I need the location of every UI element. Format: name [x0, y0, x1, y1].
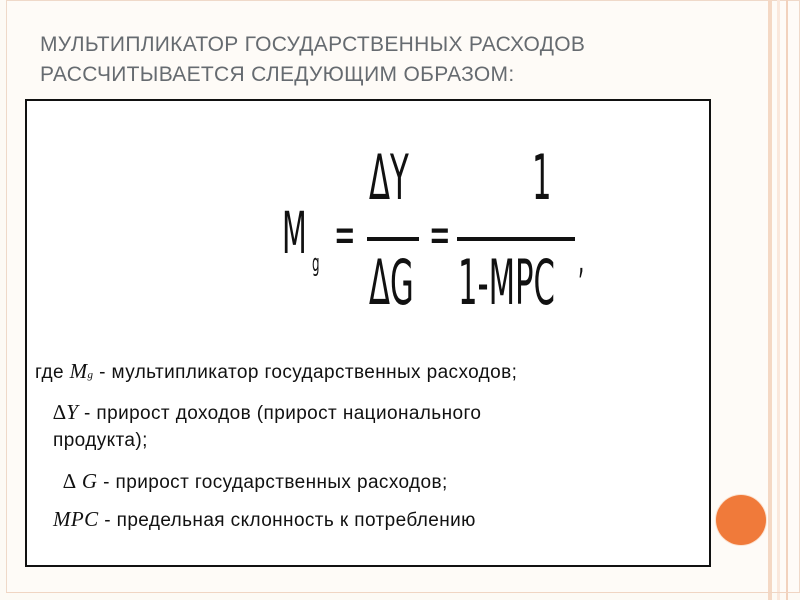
definition-mpc-symbol: MPC: [53, 507, 99, 531]
definition-mg-prefix: где: [35, 362, 64, 383]
definition-dy-text: - прирост доходов (прирост национального: [84, 403, 482, 424]
definition-dy-continuation: продукта);: [53, 430, 148, 451]
fraction-bar-2: [457, 237, 575, 242]
definition-dy: [53, 400, 481, 425]
formula-lhs-subscript: g: [312, 249, 320, 277]
definition-mg-text: - мультипликатор государственных расходов;: [99, 362, 518, 383]
decorative-bottom-line: [6, 592, 800, 593]
formula-denominator-2: 1-MPC: [458, 246, 555, 319]
definition-dg-text: - прирост государственных расходов;: [103, 472, 448, 493]
definition-mg: [35, 359, 517, 384]
decorative-stripe: [777, 0, 780, 600]
definition-dg: [63, 469, 448, 494]
decorative-stripe: [768, 0, 772, 600]
slide-title-line-2: РАССЧИТЫВАЕТСЯ СЛЕДУЮЩИМ ОБРАЗОМ:: [40, 63, 515, 86]
slide-title: [40, 30, 720, 90]
definition-dy-symbol: ∆Y: [53, 400, 79, 424]
definition-mg-symbol: M: [69, 359, 88, 383]
definition-dg-symbol: ∆ G: [63, 469, 98, 493]
definition-mpc-text: - предельная склонность к потреблению: [104, 510, 476, 531]
formula-denominator-1: ΔG: [369, 246, 414, 319]
formula-equals-1: =: [334, 205, 356, 265]
formula-numerator-2: 1: [532, 141, 552, 214]
decorative-orange-circle: [716, 495, 766, 545]
formula-equals-2: =: [429, 205, 451, 265]
fraction-bar-1: [367, 237, 419, 242]
definition-mpc: [53, 507, 476, 532]
multiplier-formula: [282, 141, 612, 331]
formula-lhs: M: [282, 199, 307, 267]
slide-title-line-1: МУЛЬТИПЛИКАТОР ГОСУДАРСТВЕННЫХ РАСХОДОВ: [40, 33, 586, 56]
content-box: [25, 99, 711, 567]
definition-mg-subscript: g: [87, 369, 94, 381]
decorative-stripe: [786, 0, 788, 600]
formula-numerator-1: ΔY: [369, 141, 409, 214]
formula-trailing-comma: ,: [578, 237, 585, 283]
